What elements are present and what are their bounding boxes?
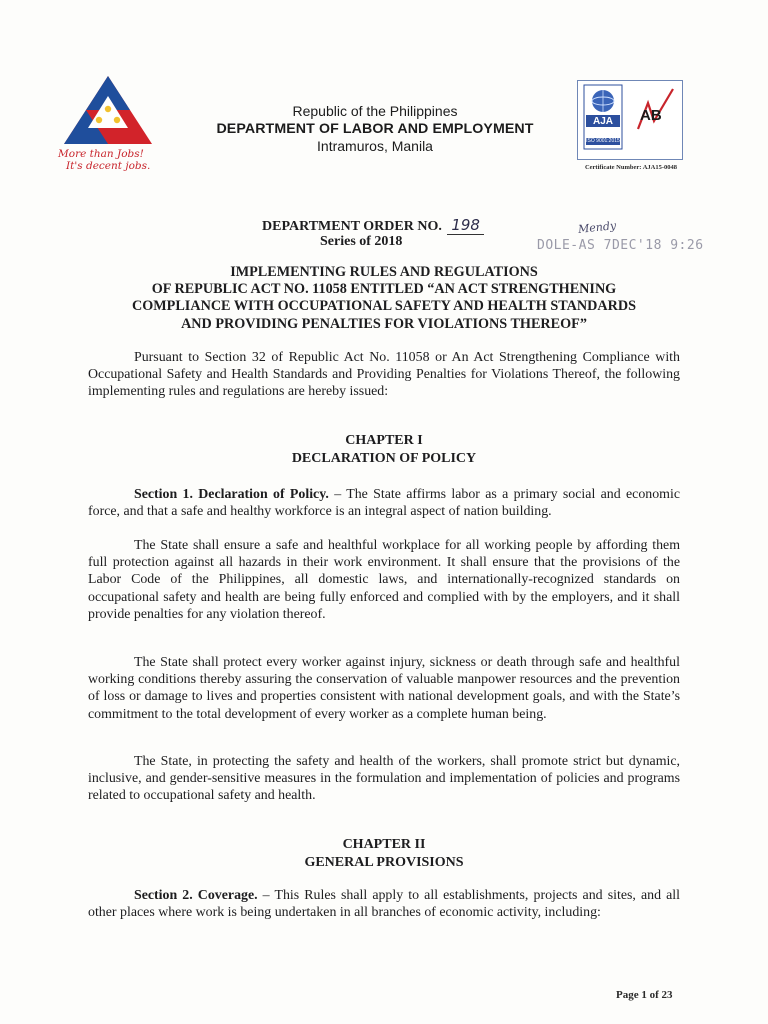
policy-paragraph-2: The State shall ensure a safe and healthful workplace for all working people by affording them full protection against all hazards in their work environment. It shall ensure that the provisions of the Labor Code of the Philippines, all domestic laws, and internationally-recognized standards on occupational safety and health are being fully enforced and complied with by the employers, and it shall provide penalties for any violation thereof. [88,538,680,622]
irr-title-line: OF REPUBLIC ACT NO. 11058 ENTITLED “AN ACT STRENGTHENING [151,281,617,298]
order-title [262,216,484,236]
page-number: Page 1 of 23 [616,989,673,1001]
certificate-number: Certificate Number: AJA15-0048 [584,164,678,171]
receiving-stamp: DOLE-AS 7DEC'18 9:26 [537,238,704,253]
order-title-label: DEPARTMENT ORDER NO. [262,219,442,234]
policy-paragraph-3: The State shall protect every worker against injury, sickness or death through safe and healthful working conditions thereby assuring the conservation of valuable manpower resources and the prevention of loss or damage to lives and properties consistent with national development goals, and with the State’s commitment to the total development of every worker as a complete human being. [88,655,680,722]
irr-title-line: AND PROVIDING PENALTIES FOR VIOLATIONS THEREOF” [181,315,587,332]
chapter-1-heading [80,432,688,468]
dole-tagline [58,148,168,172]
order-number: 198 [447,216,484,235]
section-1-label: Section 1. Declaration of Policy. [134,487,329,502]
section-1-text: – The State affirms labor as a primary social and economic force, and that a safe and healthy workforce is an integral aspect of nation building. [88,487,680,520]
chapter-number: CHAPTER I [345,433,423,448]
irr-title-line: IMPLEMENTING RULES AND REGULATIONS [230,264,538,280]
preamble-paragraph: Pursuant to Section 32 of Republic Act No. 11058 or An Act Strengthening Compliance with Occupational Safety and Health Standards and Providing Penalties for Violations Thereof, the following implementing rules and regulations are hereby issued: [88,350,680,400]
chapter-title: DECLARATION OF POLICY [291,451,477,466]
republic-line: Republic of the Philippines [292,103,458,119]
chapter-2-heading [80,836,688,872]
policy-paragraph-4: The State, in protecting the safety and health of the workers, shall promote strict but dynamic, inclusive, and gender-sensitive measures in the formulation and implementation of policies and programs related to occupational safety and health. [88,754,680,804]
chapter-number: CHAPTER II [342,837,426,852]
stamp-initials: Mendy [577,219,617,236]
aja-label: AJA [592,116,613,127]
location-line: Intramuros, Manila [317,138,433,154]
iso-label: ISO 9001:2015 [586,138,620,144]
section-1-paragraph [88,486,680,520]
certification-badge [577,80,683,160]
tagline-line-2: It's decent jobs. [66,160,151,172]
tagline-line-1: More than Jobs! [58,148,144,160]
chapter-title: GENERAL PROVISIONS [304,855,464,870]
order-series: Series of 2018 [320,234,403,249]
ab-label: AB [640,107,662,124]
irr-title [80,264,688,333]
irr-title-line: COMPLIANCE WITH OCCUPATIONAL SAFETY AND HEALTH STANDARDS [132,298,636,315]
department-name: DEPARTMENT OF LABOR AND EMPLOYMENT [216,121,534,137]
agency-header [160,103,590,155]
section-2-text: – This Rules shall apply to all establishments, projects and sites, and all other places where work is being undertaken in all branches of economic activity, including: [88,888,680,921]
section-2-paragraph [88,887,680,921]
section-2-label: Section 2. Coverage. [134,888,258,903]
